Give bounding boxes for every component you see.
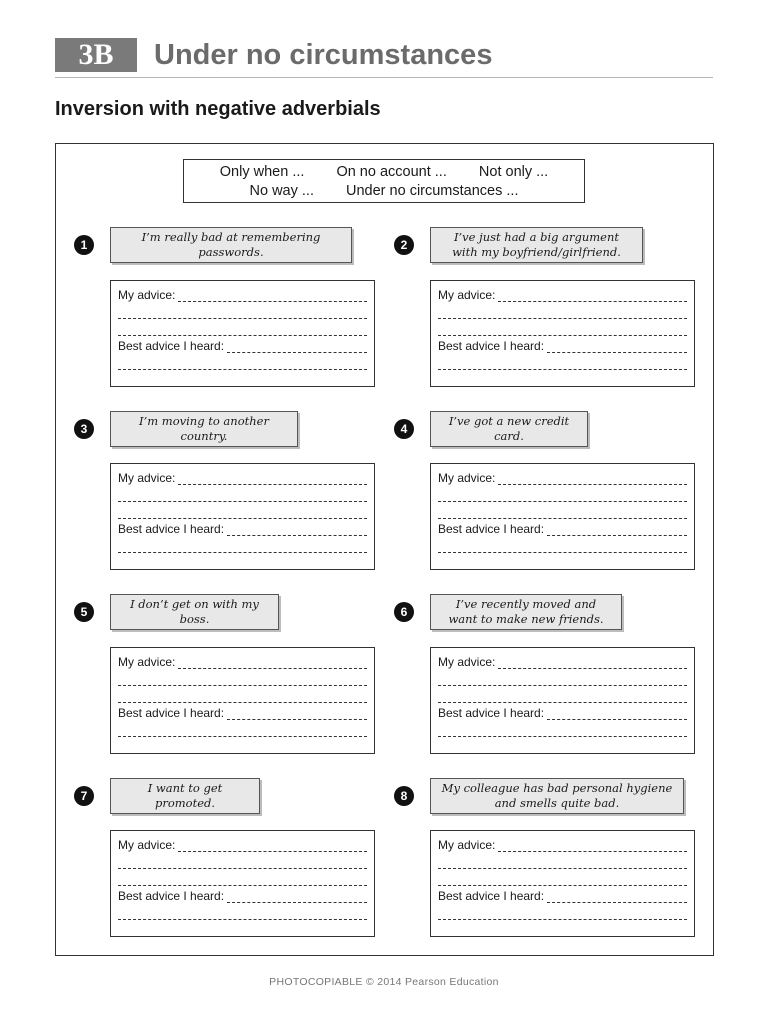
answer-line[interactable]: [118, 908, 367, 920]
answer-line[interactable]: [118, 857, 367, 869]
advice-box: [430, 647, 695, 754]
answer-line[interactable]: [118, 490, 367, 502]
answer-line[interactable]: [178, 657, 367, 669]
answer-line[interactable]: [118, 742, 367, 754]
my-advice-label: My advice:: [438, 838, 496, 852]
answer-line[interactable]: [118, 558, 367, 570]
best-advice-label: Best advice I heard:: [438, 889, 545, 903]
answer-line[interactable]: [438, 507, 687, 519]
answer-line[interactable]: [438, 857, 687, 869]
word-box-item: Under no circumstances ...: [346, 183, 519, 199]
item-prompt: I’ve recently moved and want to make new friends.: [430, 594, 622, 630]
item-number: 8: [394, 786, 414, 806]
answer-line[interactable]: [118, 674, 367, 686]
item-prompt: I’m really bad at remembering passwords.: [110, 227, 352, 263]
my-advice-label: My advice:: [118, 471, 176, 485]
my-advice-label: My advice:: [118, 655, 176, 669]
advice-box: [430, 463, 695, 570]
best-advice-label: Best advice I heard:: [438, 339, 545, 353]
word-box-item: Not only ...: [478, 164, 549, 180]
item-number: 2: [394, 235, 414, 255]
answer-line[interactable]: [547, 891, 687, 903]
answer-line[interactable]: [498, 473, 687, 485]
my-advice-label: My advice:: [438, 471, 496, 485]
best-advice-label: Best advice I heard:: [118, 706, 225, 720]
item-number: 3: [74, 419, 94, 439]
answer-line[interactable]: [178, 473, 367, 485]
answer-line[interactable]: [118, 874, 367, 886]
page-title: Under no circumstances: [154, 39, 493, 71]
answer-line[interactable]: [438, 874, 687, 886]
answer-line[interactable]: [438, 541, 687, 553]
advice-box: [430, 830, 695, 937]
answer-line[interactable]: [118, 691, 367, 703]
item-prompt: My colleague has bad personal hygiene and smells quite bad.: [430, 778, 684, 814]
word-box-item: On no account ...: [336, 164, 447, 180]
answer-line[interactable]: [547, 341, 687, 353]
title-divider: [55, 77, 713, 78]
answer-line[interactable]: [118, 375, 367, 387]
answer-line[interactable]: [118, 725, 367, 737]
answer-line[interactable]: [438, 307, 687, 319]
my-advice-label: My advice:: [118, 838, 176, 852]
item-prompt: I’ve just had a big argument with my boyfriend/girlfriend.: [430, 227, 643, 263]
best-advice-label: Best advice I heard:: [118, 339, 225, 353]
advice-box: [110, 280, 375, 387]
advice-box: [430, 280, 695, 387]
answer-line[interactable]: [438, 490, 687, 502]
answer-line[interactable]: [438, 908, 687, 920]
answer-line[interactable]: [547, 524, 687, 536]
best-advice-label: Best advice I heard:: [438, 522, 545, 536]
answer-line[interactable]: [438, 674, 687, 686]
answer-line[interactable]: [178, 840, 367, 852]
answer-line[interactable]: [438, 324, 687, 336]
best-advice-label: Best advice I heard:: [118, 889, 225, 903]
advice-box: [110, 463, 375, 570]
answer-line[interactable]: [438, 358, 687, 370]
answer-line[interactable]: [498, 840, 687, 852]
answer-line[interactable]: [118, 925, 367, 937]
answer-line[interactable]: [118, 307, 367, 319]
answer-line[interactable]: [227, 708, 367, 720]
footer-copyright: PHOTOCOPIABLE © 2014 Pearson Education: [269, 976, 499, 988]
best-advice-label: Best advice I heard:: [118, 522, 225, 536]
item-number: 6: [394, 602, 414, 622]
item-number: 4: [394, 419, 414, 439]
answer-line[interactable]: [438, 742, 687, 754]
answer-line[interactable]: [227, 524, 367, 536]
word-box-item: No way ...: [249, 183, 314, 199]
answer-line[interactable]: [118, 541, 367, 553]
answer-line[interactable]: [547, 708, 687, 720]
advice-box: [110, 830, 375, 937]
answer-line[interactable]: [438, 375, 687, 387]
answer-line[interactable]: [438, 725, 687, 737]
my-advice-label: My advice:: [438, 655, 496, 669]
my-advice-label: My advice:: [438, 288, 496, 302]
answer-line[interactable]: [118, 507, 367, 519]
item-prompt: I’m moving to another country.: [110, 411, 298, 447]
answer-line[interactable]: [227, 891, 367, 903]
answer-line[interactable]: [118, 324, 367, 336]
my-advice-label: My advice:: [118, 288, 176, 302]
advice-box: [110, 647, 375, 754]
word-box: [183, 159, 585, 203]
item-number: 5: [74, 602, 94, 622]
answer-line[interactable]: [438, 558, 687, 570]
item-prompt: I’ve got a new credit card.: [430, 411, 588, 447]
word-box-item: Only when ...: [219, 164, 305, 180]
answer-line[interactable]: [498, 657, 687, 669]
best-advice-label: Best advice I heard:: [438, 706, 545, 720]
answer-line[interactable]: [178, 290, 367, 302]
item-prompt: I want to get promoted.: [110, 778, 260, 814]
item-number: 7: [74, 786, 94, 806]
item-number: 1: [74, 235, 94, 255]
item-prompt: I don’t get on with my boss.: [110, 594, 279, 630]
unit-badge: 3B: [55, 38, 137, 72]
answer-line[interactable]: [438, 691, 687, 703]
answer-line[interactable]: [438, 925, 687, 937]
answer-line[interactable]: [227, 341, 367, 353]
section-heading: Inversion with negative adverbials: [55, 98, 381, 120]
answer-line[interactable]: [118, 358, 367, 370]
answer-line[interactable]: [498, 290, 687, 302]
